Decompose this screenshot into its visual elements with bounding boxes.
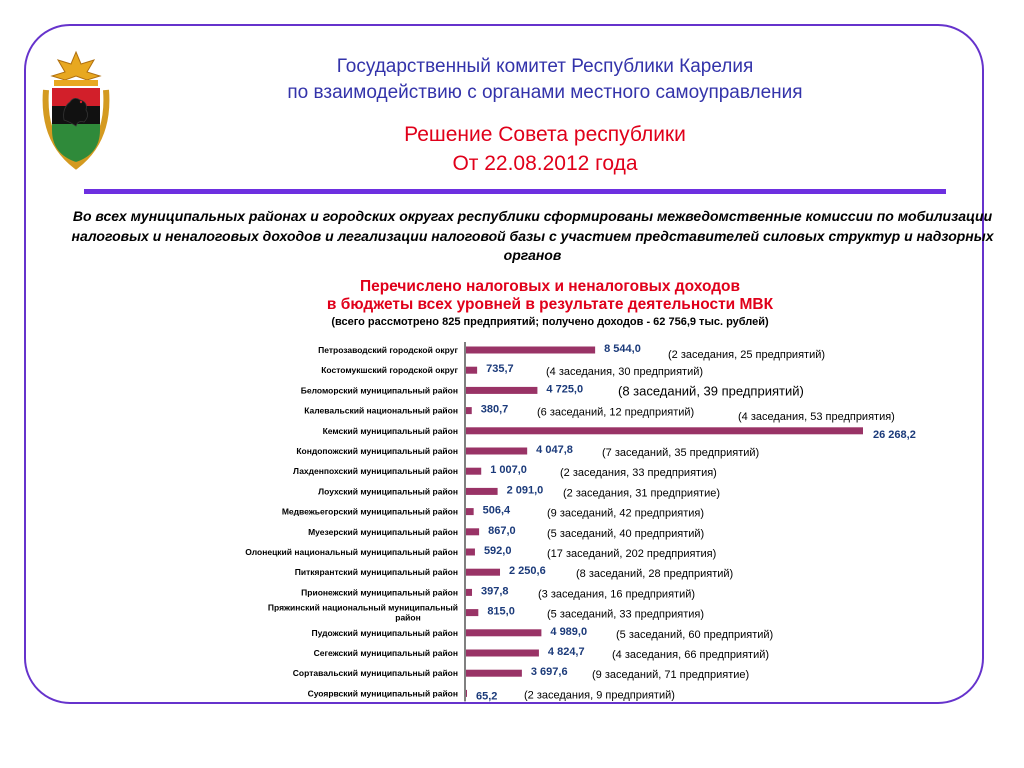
bar-14 bbox=[466, 629, 541, 636]
note-label-5: (7 заседаний, 35 предприятий) bbox=[602, 447, 760, 459]
category-label-5: Кондопожский муниципальный район bbox=[296, 446, 458, 456]
value-label-0: 8 544,0 bbox=[604, 343, 641, 355]
category-label-15: Сегежский муниципальный район bbox=[313, 648, 458, 658]
bar-9 bbox=[466, 528, 479, 535]
note-label-1: (4 заседания, 30 предприятий) bbox=[546, 366, 704, 379]
category-label-13: Пряжинский национальный муниципальный bbox=[267, 602, 458, 613]
bar-6 bbox=[466, 468, 481, 475]
chart-title-line2: в бюджеты всех уровней в результате деятельности МВК bbox=[326, 296, 774, 313]
bar-12 bbox=[466, 589, 472, 596]
category-label-3: Калевальский национальный район bbox=[304, 405, 458, 416]
category-label-16: Сортавальский муниципальный район bbox=[292, 668, 458, 679]
bar-2 bbox=[466, 387, 537, 394]
bar-13 bbox=[466, 609, 478, 616]
bar-4 bbox=[466, 427, 863, 434]
bar-15 bbox=[466, 650, 539, 657]
value-label-13: 815,0 bbox=[487, 605, 515, 618]
bar-11 bbox=[466, 569, 500, 576]
bar-8 bbox=[466, 508, 474, 515]
category-label-7: Лоухский муниципальный район bbox=[318, 486, 458, 497]
value-label-2: 4 725,0 bbox=[546, 383, 584, 396]
bar-16 bbox=[466, 670, 522, 677]
category-label-11: Питкярантский муниципальный район bbox=[294, 567, 458, 578]
note-label-13: (5 заседаний, 33 предприятия) bbox=[547, 608, 705, 621]
category-label-2: Беломорский муниципальный район bbox=[300, 385, 458, 396]
category-label-10: Олонецкий национальный муниципальный район bbox=[245, 547, 458, 557]
category-label-1: Костомукшский городской округ bbox=[321, 365, 458, 376]
note-label-6: (2 заседания, 33 предприятия) bbox=[560, 467, 717, 480]
committee-title-line2: по взаимодействию с органами местного самоуправления bbox=[287, 82, 803, 103]
value-label-6: 1 007,0 bbox=[490, 464, 527, 477]
category-label-13-line2: район bbox=[395, 612, 421, 623]
bar-7 bbox=[466, 488, 498, 495]
value-label-5: 4 047,8 bbox=[536, 444, 573, 456]
bar-10 bbox=[466, 549, 475, 556]
category-label-12: Прионежский муниципальный район bbox=[301, 587, 458, 598]
value-label-4: 26 268,2 bbox=[873, 428, 916, 441]
note-label-7: (2 заседания, 31 предприятие) bbox=[563, 487, 720, 500]
value-label-7: 2 091,0 bbox=[506, 484, 544, 497]
decision-title: Решение Совета республики bbox=[404, 123, 686, 146]
category-label-9: Муезерский муниципальный район bbox=[308, 526, 458, 537]
note-label-3: (6 заседаний, 12 предприятий) bbox=[537, 406, 695, 419]
category-label-8: Медвежьегорский муниципальный район bbox=[281, 506, 458, 517]
note-label-16: (9 заседаний, 71 предприятие) bbox=[592, 669, 750, 682]
value-label-10: 592,0 bbox=[483, 545, 512, 557]
decision-date: От 22.08.2012 года bbox=[452, 152, 638, 175]
bar-5 bbox=[466, 448, 527, 455]
chart-title-line1: Перечислено налоговых и неналоговых доходов bbox=[359, 278, 741, 295]
category-label-6: Лахденпохский муниципальный район bbox=[293, 466, 458, 477]
note-label-12: (3 заседания, 16 предприятий) bbox=[538, 588, 696, 601]
value-label-15: 4 824,7 bbox=[547, 646, 585, 658]
note-label-17: (2 заседания, 9 предприятий) bbox=[524, 689, 675, 702]
bar-17 bbox=[466, 690, 467, 697]
committee-title-line1: Государственный комитет Республики Карелия bbox=[336, 56, 754, 77]
note-label-10: (17 заседаний, 202 предприятия) bbox=[547, 548, 717, 560]
category-label-14: Пудожский муниципальный район bbox=[311, 627, 458, 638]
value-label-16: 3 697,6 bbox=[530, 666, 568, 679]
category-label-4: Кемский муниципальный район bbox=[322, 425, 458, 436]
value-label-11: 2 250,6 bbox=[509, 565, 546, 578]
note-label-2: (8 заседаний, 39 предприятий) bbox=[618, 383, 804, 399]
value-label-17: 65,2 bbox=[476, 690, 498, 703]
note-label-14: (5 заседаний, 60 предприятий) bbox=[616, 628, 774, 641]
bar-1 bbox=[466, 367, 477, 374]
chart-subtitle: (всего рассмотрено 825 предприятий; получено доходов - 62 756,9 тыс. рублей) bbox=[331, 316, 769, 328]
bar-3 bbox=[466, 407, 472, 414]
note-label-8: (9 заседаний, 42 предприятия) bbox=[547, 507, 705, 520]
value-label-3: 380,7 bbox=[480, 403, 509, 416]
value-label-9: 867,0 bbox=[488, 524, 516, 537]
value-label-1: 735,7 bbox=[486, 363, 514, 376]
category-label-0: Петрозаводский городской округ bbox=[318, 345, 458, 355]
note-label-9: (5 заседаний, 40 предприятий) bbox=[547, 527, 705, 540]
note-label-15: (4 заседания, 66 предприятий) bbox=[612, 649, 770, 661]
value-label-12: 397,8 bbox=[481, 585, 509, 598]
note-label-4: (4 заседания, 53 предприятия) bbox=[738, 410, 895, 423]
value-label-8: 506,4 bbox=[482, 504, 511, 517]
category-label-17: Суоярвский муниципальный район bbox=[307, 688, 458, 699]
value-label-14: 4 989,0 bbox=[550, 625, 588, 638]
note-label-11: (8 заседаний, 28 предприятий) bbox=[576, 568, 734, 581]
note-label-0: (2 заседания, 25 предприятий) bbox=[668, 349, 826, 361]
bar-0 bbox=[466, 347, 595, 354]
lead-paragraph: Во всех муниципальных районах и городских округах республики сформированы межведомственные комиссии по мобилизации налоговых и неналоговых доходов и легализации налоговой базы с участием представителей силовых структур и надзорных органов bbox=[71, 208, 994, 263]
